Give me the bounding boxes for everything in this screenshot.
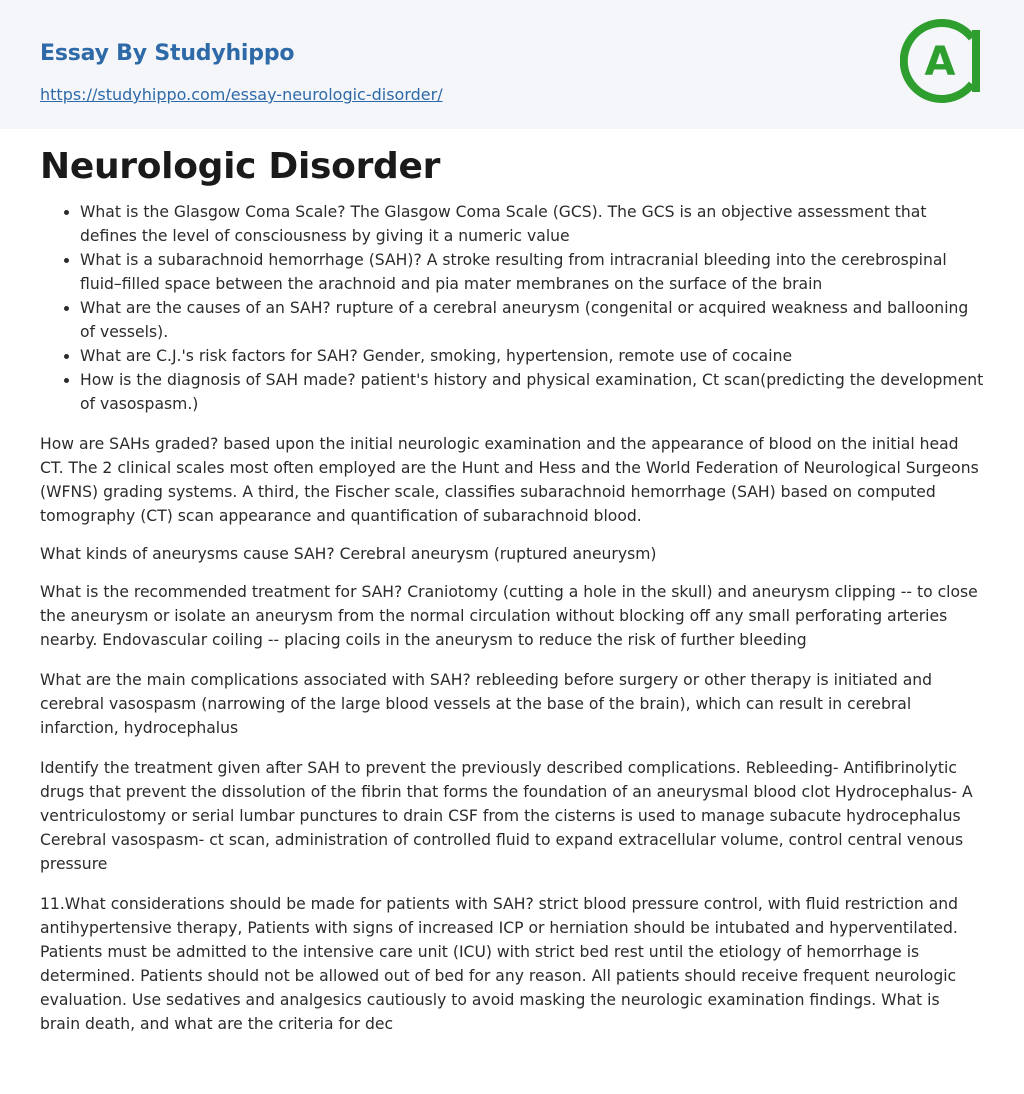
logo-letter: A xyxy=(924,39,956,85)
brand-title[interactable]: Essay By Studyhippo xyxy=(40,41,295,66)
paragraph-treatment: What is the recommended treatment for SAH? Craniotomy (cutting a hole in the skull) and aneurysm clipping -- to close the aneurysm or isolate an aneurysm from the normal circulation without blocking off any small perforating arteries nearby. Endovascular coiling -- placing coils in the aneurysm to reduce the risk of further bleeding xyxy=(40,583,978,649)
list-item: • What are C.J.'s risk factors for SAH? Gender, smoking, hypertension, remote use of cocaine xyxy=(80,344,984,368)
page-title: Neurologic Disorder xyxy=(40,146,441,187)
essay-body xyxy=(40,200,984,1036)
paragraph-grading: How are SAHs graded? based upon the initial neurologic examination and the appearance of blood on the initial head CT. The 2 clinical scales most often employed are the Hunt and Hess and the World Federation of Neurological Surgeons (WFNS) grading systems. A third, the Fischer scale, classifies subarachnoid hemorrhage (SAH) based on computed tomography (CT) scan appearance and quantification of subarachnoid blood. xyxy=(40,435,979,525)
essay-url-link[interactable]: https://studyhippo.com/essay-neurologic-disorder/ xyxy=(40,85,443,104)
paragraph-complications: What are the main complications associated with SAH? rebleeding before surgery or other therapy is initiated and cerebral vasospasm (narrowing of the large blood vessels at the base of the brain), which can result in cerebral infarction, hydrocephalus xyxy=(40,671,933,737)
list-item: • What is a subarachnoid hemorrhage (SAH)? A stroke resulting from intracranial bleeding into the cerebrospinal fluid–filled space between the arachnoid and pia mater membranes on the surface of the brain xyxy=(80,248,984,296)
list-item: • What are the causes of an SAH? rupture of a cerebral aneurysm (congenital or acquired weakness and ballooning of vessels). xyxy=(80,296,984,344)
list-item: • What is the Glasgow Coma Scale? The Glasgow Coma Scale (GCS). The GCS is an objective assessment that defines the level of consciousness by giving it a numeric value xyxy=(80,200,984,248)
paragraph-prevention: Identify the treatment given after SAH to prevent the previously described complications. Rebleeding- Antifibrinolytic drugs that prevent the dissolution of the fibrin that forms the foundation of an aneurysmal blood clot Hydrocephalus- A ventriculostomy or serial lumbar punctures to drain CSF from the cisterns is used to manage subacute hydrocephalus Cerebral vasospasm- ct scan, administration of controlled fluid to expand extracellular volume, control central venous pressure xyxy=(40,759,973,873)
studyhippo-logo-icon[interactable] xyxy=(900,16,990,106)
paragraph-aneurysm-kinds: What kinds of aneurysms cause SAH? Cerebral aneurysm (ruptured aneurysm) xyxy=(40,545,657,563)
question-list xyxy=(40,200,984,416)
paragraph-considerations: 11.What considerations should be made for patients with SAH? strict blood pressure control, with fluid restriction and antihypertensive therapy, Patients with signs of increased ICP or herniation should be intubated and hyperventilated. Patients must be admitted to the intensive care unit (ICU) with strict bed rest until the etiology of hemorrhage is determined. Patients should not be allowed out of bed for any reason. All patients should receive frequent neurologic evaluation. Use sedatives and analgesics cautiously to avoid masking the neurologic examination findings. What is brain death, and what are the criteria for dec xyxy=(40,895,959,1033)
list-item: • How is the diagnosis of SAH made? patient's history and physical examination, Ct scan(predicting the development of vasospasm.) xyxy=(80,368,984,416)
